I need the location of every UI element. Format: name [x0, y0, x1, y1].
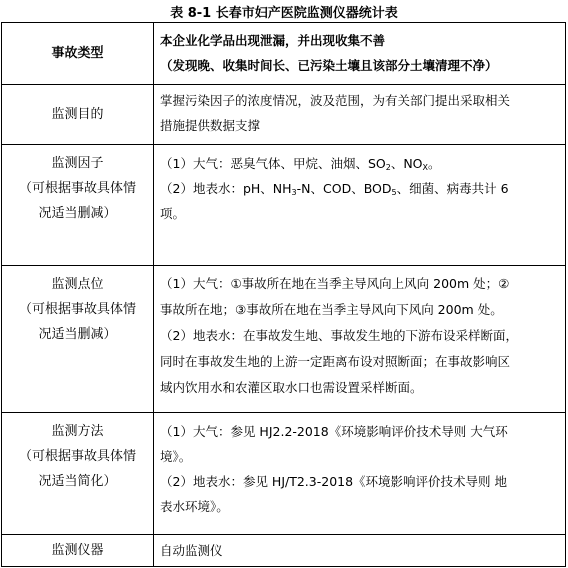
- nox-text: 、NO: [390, 156, 423, 171]
- points-line-1: （1）大气：①事故所在地在当季主导风向上风向 200m 处；②: [160, 276, 510, 291]
- accident-type-line-2: （发现晚、收集时间长、已污染土壤且该部分土壤清理不净）: [160, 58, 498, 73]
- nh3-subscript: 3: [291, 188, 297, 197]
- accident-type-line-1: 本企业化学品出现泄漏，并出现收集不善: [160, 33, 386, 48]
- factors-water-text: （2）地表水：pH、NH: [160, 181, 292, 196]
- table-row-points: [2, 265, 565, 412]
- table-row-accident-type: [2, 23, 565, 84]
- methods-label-line-3: 况适当简化）: [38, 474, 117, 489]
- methods-line-2: 境》。: [160, 449, 192, 464]
- methods-line-1: （1）大气：参见 HJ2.2-2018《环境影响评价技术导则 大气环: [160, 424, 508, 439]
- points-label-line-1: 监测点位: [51, 277, 104, 292]
- factors-label-line-1: 监测因子: [51, 156, 104, 171]
- factors-line-3: 项。: [160, 206, 186, 221]
- points-content: [154, 266, 565, 412]
- accident-type-label: [2, 23, 154, 84]
- factors-line-2-end: 、细菌、病毒共计 6: [396, 181, 509, 196]
- table-row-methods: [2, 412, 565, 534]
- monitoring-table: [1, 22, 566, 567]
- methods-content: [154, 413, 565, 534]
- factors-line-2: [160, 176, 559, 201]
- nox-subscript: X: [422, 163, 429, 172]
- instruments-value: 自动监测仪: [160, 543, 223, 558]
- points-label: [2, 266, 154, 412]
- factors-line-1-end: 。: [428, 156, 441, 171]
- purpose-line-2: 措施提供数据支撑: [160, 118, 261, 133]
- instruments-label: [2, 535, 154, 566]
- purpose-label-text: 监测目的: [51, 107, 104, 122]
- accident-type-label-text: 事故类型: [51, 46, 104, 61]
- table-row-purpose: [2, 84, 565, 144]
- methods-label-line-2: （可根据事故具体情: [18, 449, 136, 464]
- methods-label-line-1: 监测方法: [51, 424, 104, 439]
- bod-text: -N、COD、BOD: [296, 181, 392, 196]
- methods-label: [2, 413, 154, 534]
- table-row-factors: [2, 144, 565, 265]
- so2-subscript: 2: [385, 163, 391, 172]
- purpose-line-1: 掌握污染因子的浓度情况，波及范围，为有关部门提出采取相关: [160, 93, 511, 108]
- methods-line-4: 表水环境》。: [160, 499, 229, 514]
- factors-content: [154, 145, 565, 265]
- bod5-subscript: 5: [391, 188, 397, 197]
- points-label-line-2: （可根据事故具体情: [18, 302, 136, 317]
- factors-label-line-3: 况适当删减）: [38, 206, 117, 221]
- methods-line-3: （2）地表水：参见 HJ/T2.3-2018《环境影响评价技术导则 地: [160, 474, 508, 489]
- points-line-2: 事故所在地；③事故所在地在当季主导风向下风向 200m 处。: [160, 302, 503, 317]
- points-line-4: 同时在事故发生地的上游一定距离布设对照断面；在事故影响区: [160, 354, 511, 369]
- factors-line-1: [160, 151, 559, 176]
- points-line-3: （2）地表水：在事故发生地、事故发生地的下游布设采样断面，: [160, 328, 518, 343]
- factors-label-line-2: （可根据事故具体情: [18, 181, 136, 196]
- table-row-instruments: [2, 534, 565, 566]
- table-title: 表 8-1 长春市妇产医院监测仪器统计表: [170, 6, 398, 21]
- points-label-line-3: 况适当删减）: [38, 327, 117, 342]
- purpose-content: [154, 85, 565, 144]
- instruments-content: [154, 535, 565, 566]
- accident-type-content: [154, 23, 565, 84]
- factors-label: [2, 145, 154, 265]
- factors-air-text: （1）大气：恶臭气体、甲烷、油烟、SO: [160, 156, 386, 171]
- instruments-label-text: 监测仪器: [51, 543, 104, 558]
- points-line-5: 域内饮用水和农灌区取水口也需设置采样断面。: [160, 380, 423, 395]
- purpose-label: [2, 85, 154, 144]
